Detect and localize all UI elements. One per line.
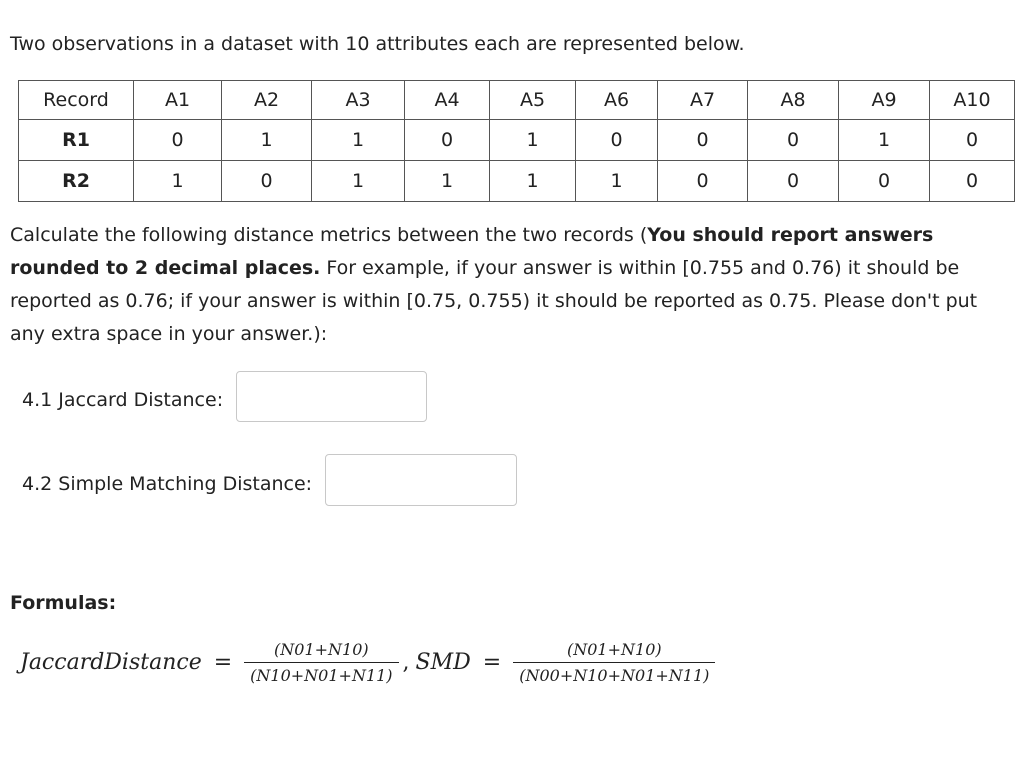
jaccard-fraction <box>244 640 398 685</box>
formulas-title: Formulas: <box>10 592 117 614</box>
header-a2: A2 <box>222 81 312 120</box>
table-cell: 1 <box>576 161 658 202</box>
table-cell: 1 <box>490 161 576 202</box>
smd-denominator: (N00+N10+N01+N11) <box>513 662 715 685</box>
smd-formula-name: SMD <box>415 650 471 675</box>
intro-text: Two observations in a dataset with 10 attributes each are represented below. <box>10 33 745 55</box>
table-cell: 1 <box>312 161 405 202</box>
table-cell: 1 <box>312 120 405 161</box>
table-cell: 1 <box>405 161 490 202</box>
jaccard-formula-name: JaccardDistance <box>20 650 202 675</box>
table-cell: 0 <box>576 120 658 161</box>
table-cell: 0 <box>930 161 1015 202</box>
table-cell: 1 <box>222 120 312 161</box>
jaccard-numerator: (N01+N10) <box>274 640 369 659</box>
jaccard-answer-input[interactable] <box>236 371 427 422</box>
distance-formulas <box>20 640 715 685</box>
table-cell: 1 <box>839 120 930 161</box>
header-a4: A4 <box>405 81 490 120</box>
header-a1: A1 <box>134 81 222 120</box>
instructions-text <box>10 219 1010 351</box>
table-row <box>19 161 1015 202</box>
formula-separator: , <box>402 650 410 675</box>
record-label: R1 <box>19 120 134 161</box>
smd-fraction <box>513 640 715 685</box>
header-a7: A7 <box>658 81 748 120</box>
instructions-part1: Calculate the following distance metrics between the two records ( <box>10 224 648 246</box>
jaccard-label: 4.1 Jaccard Distance: <box>22 389 224 411</box>
header-record: Record <box>19 81 134 120</box>
instructions-part2: For example, if your answer is within [0.755 and 0.76) it should be reported as 0.76; if your answer is within [0.75, 0.755) it should be reported as 0.75. Please don't put any extra space in your answer.): <box>10 257 978 345</box>
table-cell: 0 <box>658 161 748 202</box>
table-cell: 1 <box>134 161 222 202</box>
header-a8: A8 <box>748 81 839 120</box>
jaccard-denominator: (N10+N01+N11) <box>244 662 398 685</box>
table-cell: 0 <box>134 120 222 161</box>
table-row <box>19 120 1015 161</box>
table-header-row <box>19 81 1015 120</box>
table-cell: 1 <box>490 120 576 161</box>
equals-sign: = <box>213 650 233 675</box>
table-cell: 0 <box>930 120 1015 161</box>
table-cell: 0 <box>222 161 312 202</box>
table-cell: 0 <box>658 120 748 161</box>
table-cell: 0 <box>839 161 930 202</box>
header-a5: A5 <box>490 81 576 120</box>
header-a6: A6 <box>576 81 658 120</box>
header-a3: A3 <box>312 81 405 120</box>
header-a9: A9 <box>839 81 930 120</box>
table-cell: 0 <box>748 161 839 202</box>
header-a10: A10 <box>930 81 1015 120</box>
attributes-table <box>18 80 1015 202</box>
equals-sign: = <box>482 650 502 675</box>
instructions-bold: You should report answers rounded to 2 decimal places. <box>10 224 934 279</box>
table-cell: 0 <box>405 120 490 161</box>
record-label: R2 <box>19 161 134 202</box>
smd-label: 4.2 Simple Matching Distance: <box>22 473 313 495</box>
table-cell: 0 <box>748 120 839 161</box>
smd-numerator: (N01+N10) <box>567 640 662 659</box>
smd-answer-input[interactable] <box>325 454 517 506</box>
